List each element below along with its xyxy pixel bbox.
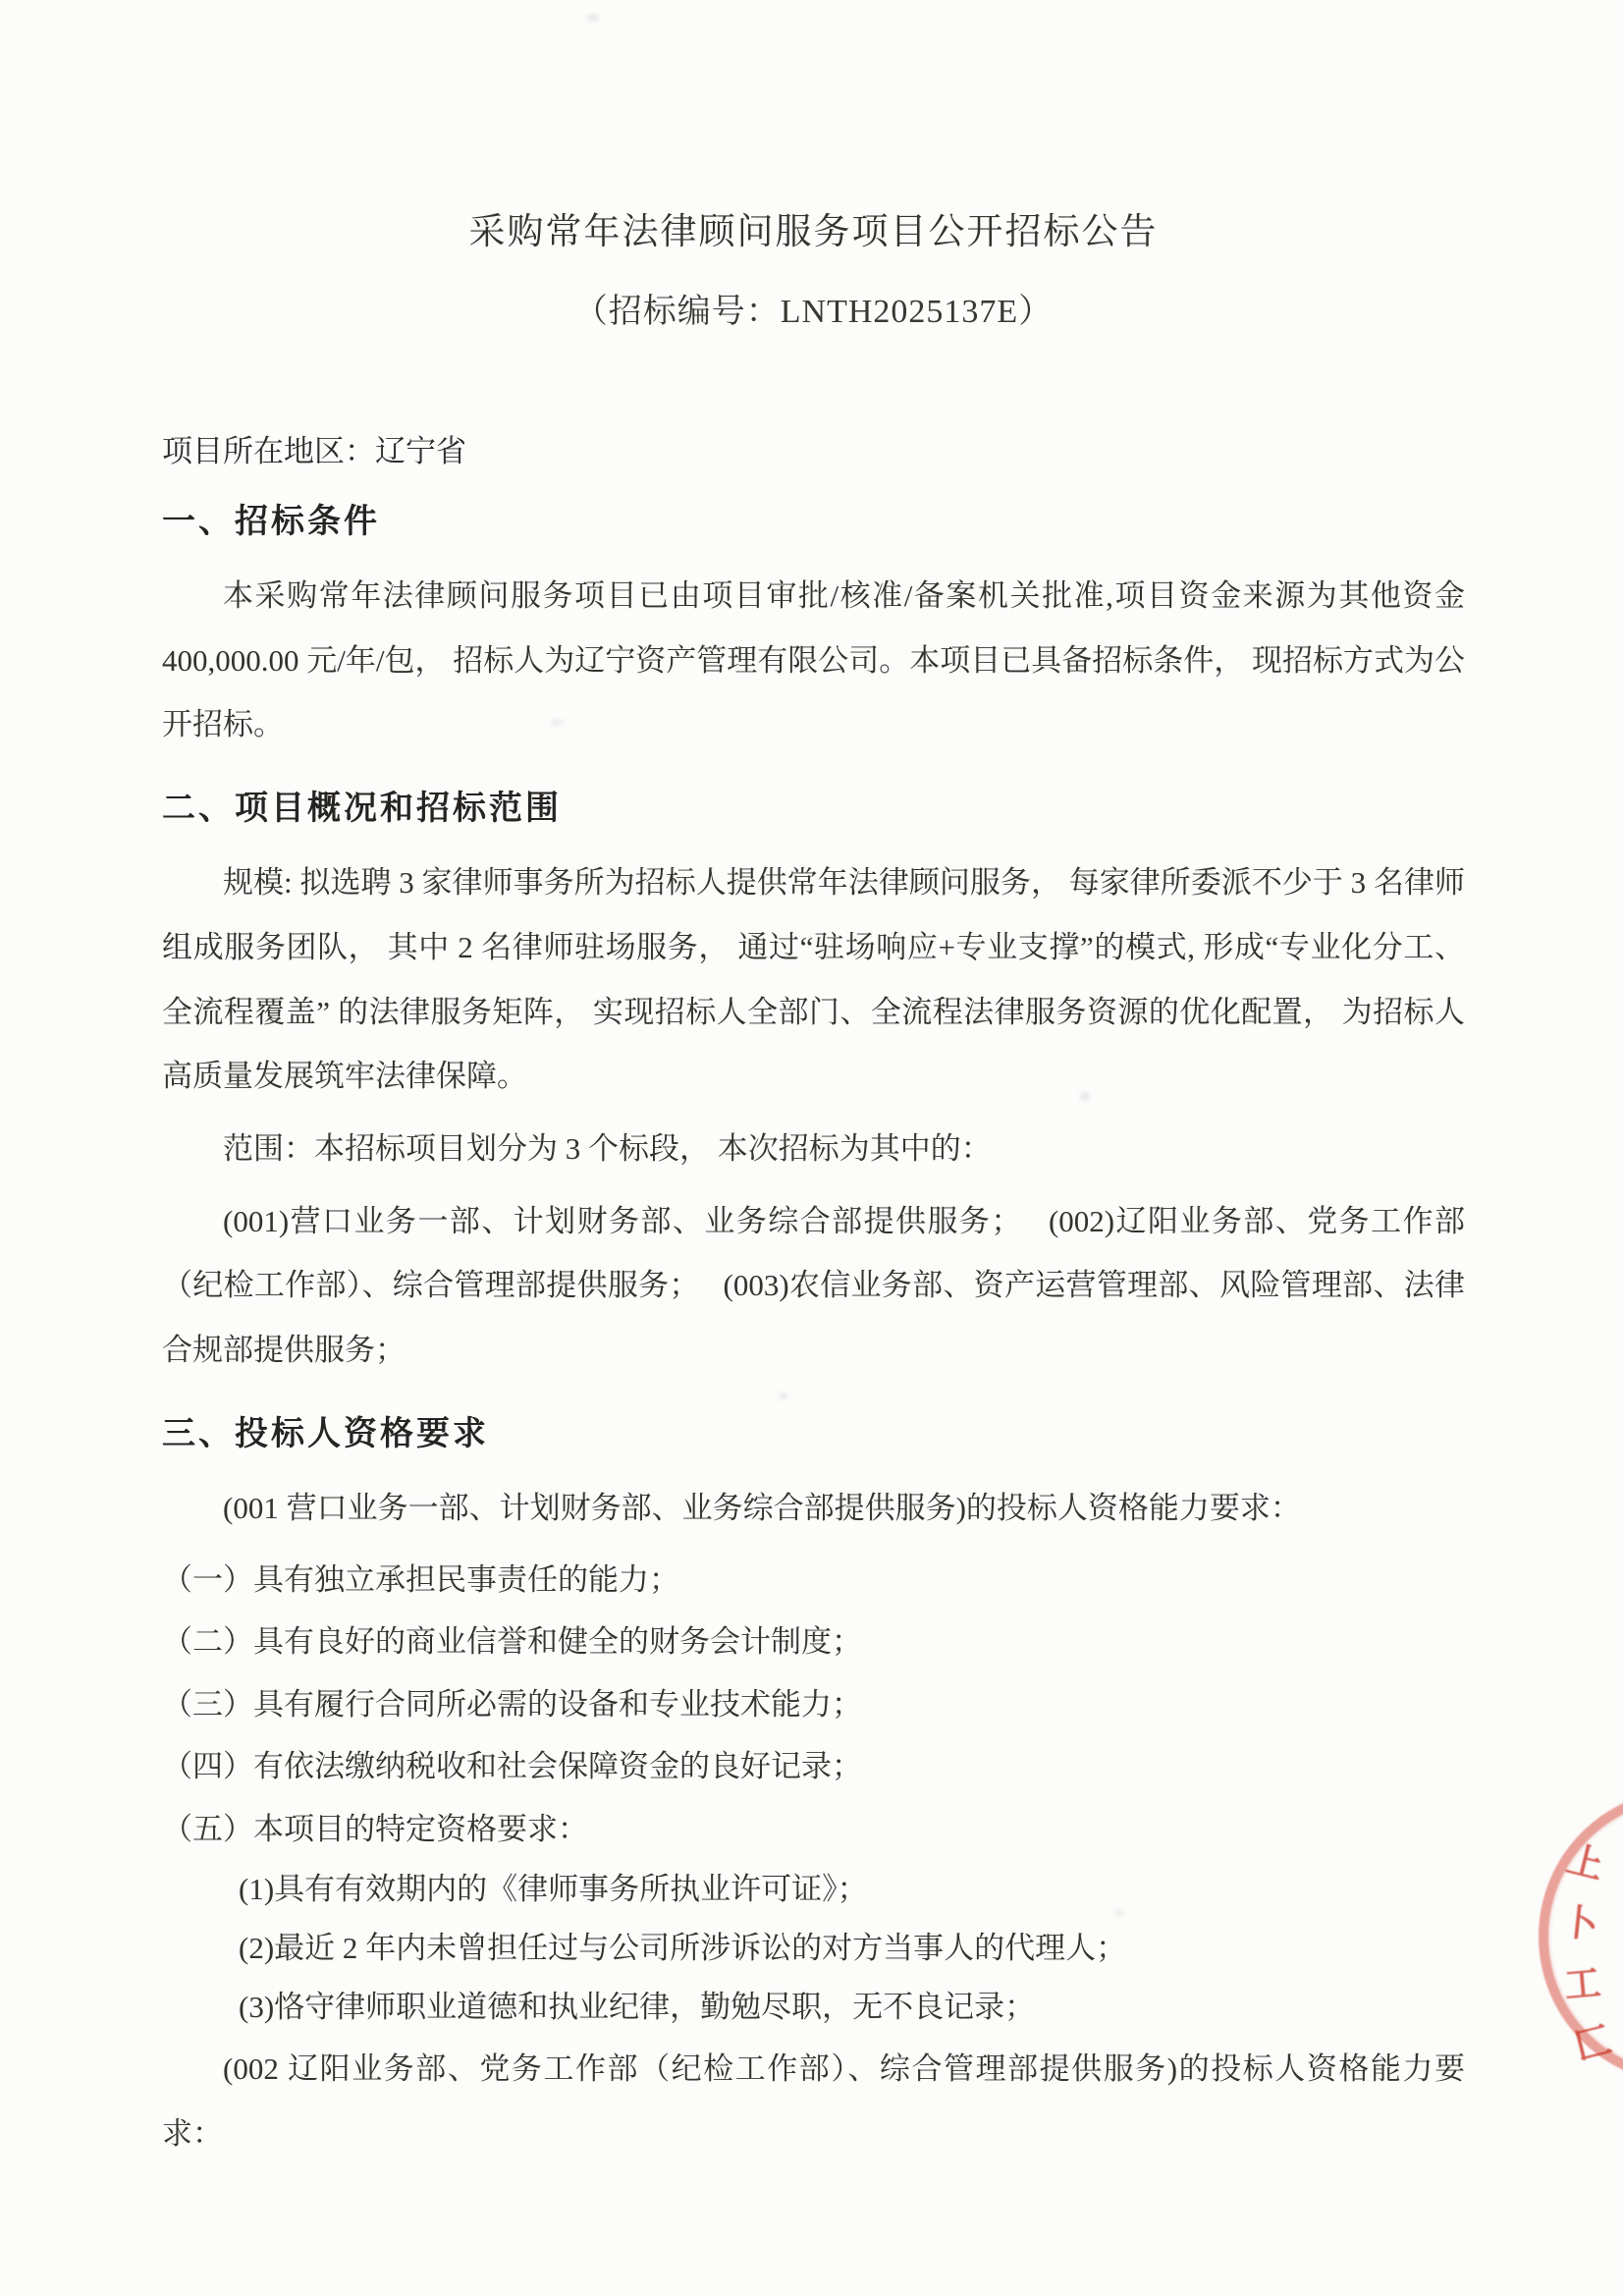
red-seal-glyph: 上 — [1562, 1838, 1608, 1887]
page-title: 采购常年法律顾问服务项目公开招标公告 — [468, 212, 1159, 252]
red-seal-glyph: 匚 — [1570, 2019, 1616, 2068]
paragraph-lot1-requirements-intro: (001 营口业务一部、计划财务部、业务综合部提供服务)的投标人资格能力要求： — [223, 1490, 1301, 1525]
paragraph-lots: (001)营口业务一部、计划财务部、业务综合部提供服务； (002)辽阳业务部、党务工作部（纪检工作部）、综合管理部提供服务； (003)农信业务部、资产运营管理部、风险管理部、法律合规部提供服务； — [162, 1203, 1465, 1368]
qualification-item-5: （五）本项目的特定资格要求： — [162, 1811, 588, 1846]
red-seal-glyph: 卜 — [1559, 1902, 1600, 1946]
red-seal-partial — [1539, 1789, 1623, 2084]
section-heading-project-overview: 二、项目概况和招标范围 — [162, 790, 562, 828]
project-region-line: 项目所在地区：辽宁省 — [162, 434, 466, 468]
paragraph-bidding-conditions: 本采购常年法律顾问服务项目已由项目审批/核准/备案机关批准,项目资金来源为其他资金 400,000.00 元/年/包， 招标人为辽宁资产管理有限公司。本项目已具备招标条件， 现招标方式为公开招标。 — [162, 578, 1465, 742]
scan-smudge — [587, 14, 599, 22]
paragraph-scale: 规模: 拟选聘 3 家律师事务所为招标人提供常年法律顾问服务， 每家律所委派不少于 3 名律师组成服务团队， 其中 2 名律师驻场服务， 通过“驻场响应+专业支撑”的模式, 形成“专业化分工、全流程覆盖” 的法律服务矩阵， 实现招标人全部门、全流程法律服务资源的优化配置， 为招标人高质量发展筑牢法律保障。 — [162, 865, 1465, 1094]
document-content — [162, 201, 1465, 2173]
paragraph-scope: 范围：本招标项目划分为 3 个标段， 本次招标为其中的： — [223, 1131, 992, 1167]
tender-number-line: （招标编号：LNTH2025137E） — [573, 294, 1054, 330]
special-requirement-2: (2)最近 2 年内未曾担任过与公司所涉诉讼的对方当事人的代理人； — [239, 1931, 1127, 1966]
red-seal-glyph: 工 — [1562, 1963, 1603, 2007]
section-heading-bidder-qualifications: 三、投标人资格要求 — [162, 1414, 489, 1452]
qualification-item-4: （四）有依法缴纳税收和社会保障资金的良好记录； — [162, 1749, 862, 1784]
paragraph-lot2-requirements-intro: (002 辽阳业务部、党务工作部（纪检工作部）、综合管理部提供服务)的投标人资格能力要求： — [162, 2050, 1465, 2151]
qualification-item-2: （二）具有良好的商业信誉和健全的财务会计制度； — [162, 1624, 862, 1660]
special-requirement-1: (1)具有有效期内的《律师事务所执业许可证》； — [239, 1872, 868, 1907]
qualification-item-1: （一）具有独立承担民事责任的能力； — [162, 1561, 679, 1597]
qualification-item-3: （三）具有履行合同所必需的设备和专业技术能力； — [162, 1686, 862, 1722]
red-seal-ring-icon — [1539, 1789, 1623, 2084]
special-requirement-3: (3)恪守律师职业道德和执业纪律，勤勉尽职，无不良记录； — [239, 1990, 1036, 2025]
section-heading-bidding-conditions: 一、招标条件 — [162, 503, 380, 540]
